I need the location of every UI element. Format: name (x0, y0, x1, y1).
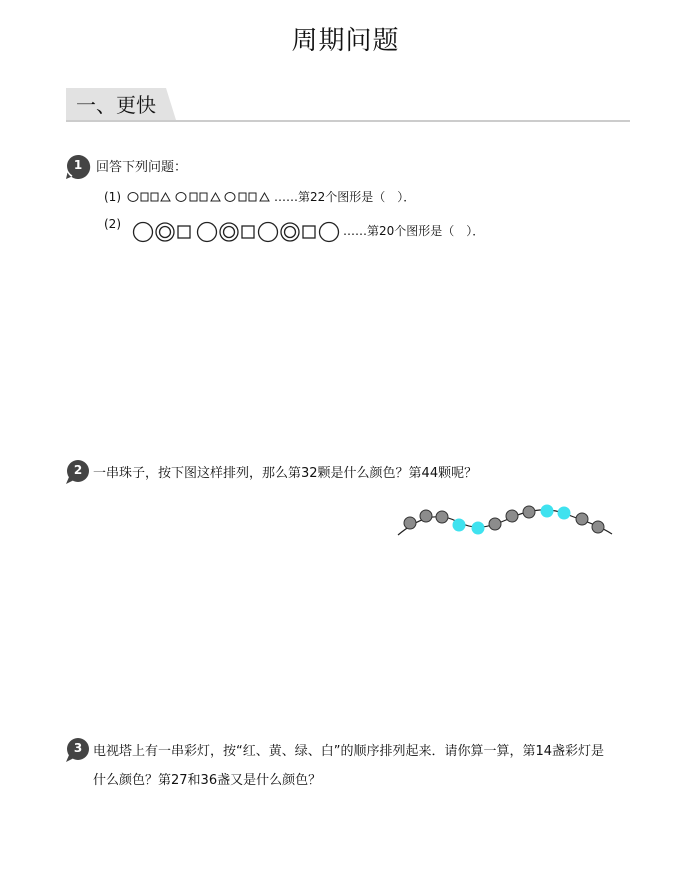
section-banner (66, 88, 630, 124)
square-shape (200, 193, 207, 201)
gray-bead (436, 511, 448, 523)
square-shape (151, 193, 158, 201)
circle-shape (225, 193, 235, 202)
question-number-badge (66, 155, 92, 179)
double-circle-shape (220, 223, 238, 241)
question-number: 3 (73, 741, 83, 755)
double-circle-shape (281, 223, 299, 241)
square-shape (190, 193, 197, 201)
sub-question-text: ……第20个图形是（ ）． (343, 224, 485, 238)
square-shape (242, 226, 254, 238)
cyan-bead (541, 505, 553, 517)
square-shape (178, 226, 190, 238)
question-number: 2 (73, 463, 83, 477)
bead-string (396, 500, 616, 540)
question-number-badge (66, 738, 92, 762)
circle-shape (128, 193, 138, 202)
circle-shape (134, 223, 153, 242)
triangle-shape (211, 193, 220, 201)
cyan-bead (472, 522, 484, 534)
gray-bead (576, 513, 588, 525)
question-number: 1 (73, 158, 83, 172)
question-text-line-1: 电视塔上有一串彩灯，按“红、黄、绿、白”的顺序排列起来．请你算一算，第14盏彩灯是 (93, 744, 605, 759)
double-circle-shape (156, 223, 174, 241)
sub-question-label: (1) (104, 190, 121, 204)
question-text-line-2: 什么颜色？第27和36盏又是什么颜色？ (93, 773, 322, 788)
gray-bead (489, 518, 501, 530)
cyan-bead (558, 507, 570, 519)
circle-shape (259, 223, 278, 242)
circle-shape (176, 193, 186, 202)
square-shape (141, 193, 148, 201)
gray-bead (523, 506, 535, 518)
shape-sequence-2 (132, 220, 342, 244)
gray-bead (592, 521, 604, 533)
question-number-badge (66, 460, 92, 484)
sub-question-text: ……第22个图形是（ ）． (274, 190, 416, 204)
question-text: 一串珠子，按下图这样排列，那么第32颗是什么颜色？第44颗呢？ (93, 466, 478, 481)
square-shape (239, 193, 246, 201)
cyan-bead (453, 519, 465, 531)
circle-shape (320, 223, 339, 242)
gray-bead (506, 510, 518, 522)
circle-shape (198, 223, 217, 242)
triangle-shape (161, 193, 170, 201)
gray-bead (404, 517, 416, 529)
square-shape (303, 226, 315, 238)
question-text: 回答下列问题： (96, 160, 188, 175)
gray-bead (420, 510, 432, 522)
triangle-shape (260, 193, 269, 201)
square-shape (249, 193, 256, 201)
sub-question-label: (2) (104, 217, 121, 231)
page-title: 周期问题 (291, 26, 400, 56)
section-title: 一、更快 (76, 93, 156, 117)
